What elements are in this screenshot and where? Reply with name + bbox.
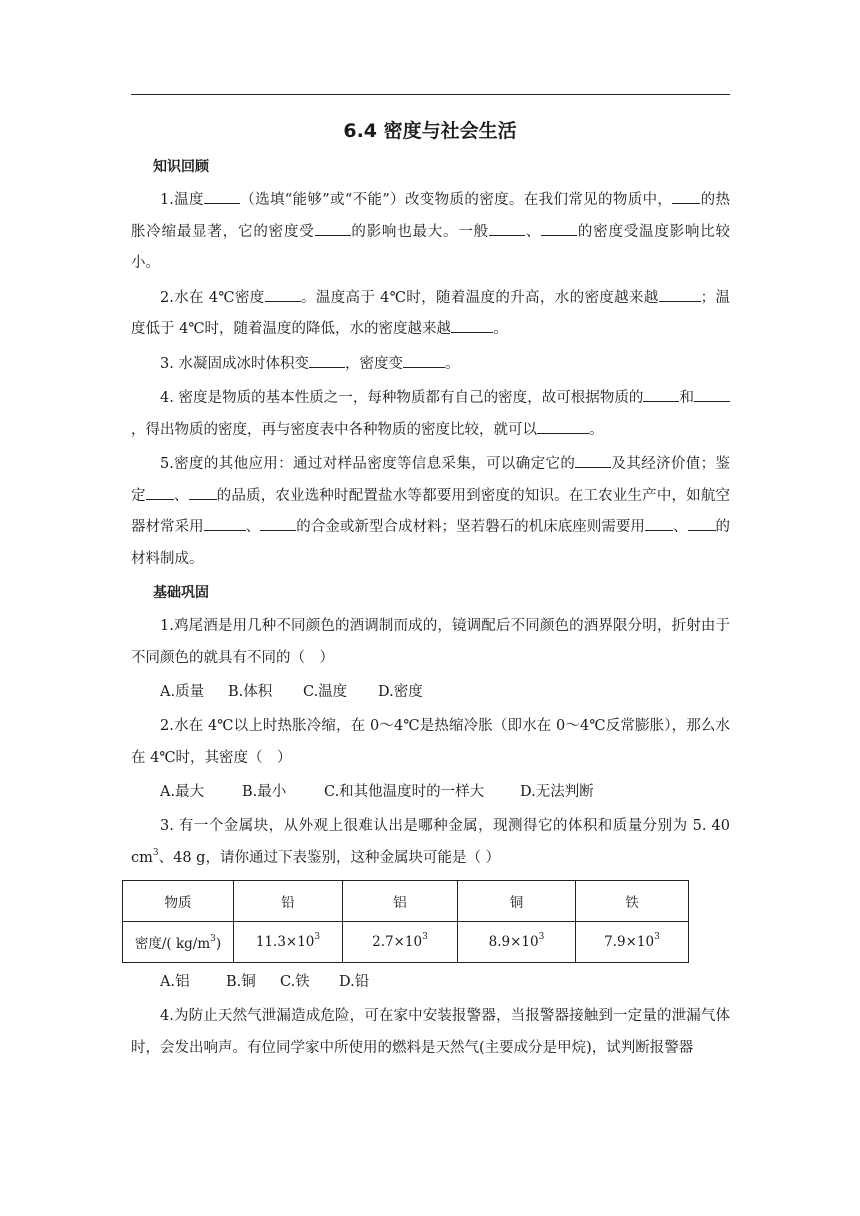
header-rule: [131, 94, 730, 95]
answer-blank[interactable]: [309, 355, 345, 368]
option-c[interactable]: C.温度: [303, 684, 348, 700]
answer-blank[interactable]: [645, 518, 673, 531]
table-row-label: 密度/( $kg/m^3$): [123, 922, 234, 963]
review-question-4: 4. 密度是物质的基本性质之一，每种物质都有自己的密度，故可根据物质的 和，得出物质的密度，再与密度表中各种物质的密度比较，就可以 。: [131, 383, 730, 446]
answer-blank[interactable]: [537, 421, 589, 434]
review-question-1: 1.温度 （选填“能够”或“不能”）改变物质的密度。在我们常见的物质中， 的热胀冷缩最显著，它的密度受 的影响也最大。一般 、 的密度受温度影响比较小。: [131, 192, 731, 271]
answer-blank[interactable]: [204, 518, 246, 531]
answer-blank[interactable]: [575, 455, 611, 468]
option-d[interactable]: D.密度: [378, 684, 423, 700]
basics-question-2: 2.水在 4℃以上时热胀冷缩，在 0～4℃是热缩冷胀（即水在 0～4℃反常膨胀），那么水在 4℃时，其密度（ ）: [131, 718, 730, 766]
answer-blank[interactable]: [643, 389, 679, 402]
answer-blank[interactable]: [260, 518, 296, 531]
basics-question-4: 4.为防止天然气泄漏造成危险，可在家中安装报警器，当报警器接触到一定量的泄漏气体时，会发出响声。有位同学家中所使用的燃料是天然气(主要成分是甲烷)，试判断报警器: [131, 1008, 730, 1056]
option-a[interactable]: A.最大: [160, 784, 205, 800]
answer-blank[interactable]: [146, 487, 174, 500]
option-c[interactable]: C.铁: [280, 974, 310, 990]
table-header-cell: 物质: [123, 881, 234, 922]
answer-blank[interactable]: [688, 518, 716, 531]
option-b[interactable]: B.最小: [242, 784, 287, 800]
table-header-cell: 铁: [576, 881, 689, 922]
answer-blank[interactable]: [659, 289, 701, 302]
review-question-3: 3. 水凝固成冰时体积变 ，密度变 。: [160, 355, 460, 372]
basics-question-1: 1.鸡尾酒是用几种不同颜色的酒调制而成的，镜调配后不同颜色的酒界限分明，折射由于不同颜色的就具有不同的（ ）: [131, 618, 730, 666]
answer-blank[interactable]: [672, 191, 700, 204]
answer-blank[interactable]: [265, 289, 301, 302]
basics-question-3-options: [131, 967, 730, 998]
answer-blank[interactable]: [451, 320, 493, 333]
table-header-row: [123, 881, 689, 922]
basics-question-2-options: [131, 777, 730, 808]
answer-blank[interactable]: [315, 223, 351, 236]
option-b[interactable]: B.体积: [228, 684, 273, 700]
table-cell: $8.9\times 10^3$: [458, 922, 576, 963]
review-question-2: 2.水在 4℃密度 。温度高于 4℃时，随着温度的升高，水的密度越来越 ；温度低于 4℃时，随着温度的降低，水的密度越来越 。: [131, 289, 731, 337]
option-a[interactable]: A.铝: [160, 974, 190, 990]
answer-blank[interactable]: [541, 223, 577, 236]
answer-blank[interactable]: [694, 389, 730, 402]
section-heading-review: 知识回顾: [153, 159, 209, 175]
table-row: [123, 922, 689, 963]
table-header-cell: 铝: [343, 881, 458, 922]
table-cell: $7.9\times 10^3$: [576, 922, 689, 963]
answer-blank[interactable]: [204, 191, 240, 204]
worksheet-body: [131, 150, 730, 1067]
answer-blank[interactable]: [189, 487, 217, 500]
answer-blank[interactable]: [489, 223, 525, 236]
table-header-cell: 铅: [234, 881, 343, 922]
option-b[interactable]: B.铜: [226, 974, 256, 990]
answer-blank[interactable]: [403, 355, 445, 368]
option-a[interactable]: A.质量: [160, 684, 205, 700]
basics-question-3: 3. 有一个金属块，从外观上很难认出是哪种金属，现测得它的体积和质量分别为 5. 40 $cm^3$、48 g，请你通过下表鉴别，这种金属块可能是（ ）: [131, 818, 730, 866]
table-cell: $2.7\times 10^3$: [343, 922, 458, 963]
density-table: [122, 880, 689, 963]
basics-question-1-options: [131, 677, 730, 708]
section-heading-basics: 基础巩固: [153, 585, 209, 601]
page-title: 6.4 密度与社会生活: [343, 120, 517, 142]
option-d[interactable]: D.铅: [339, 974, 370, 990]
option-c[interactable]: C.和其他温度时的一样大: [324, 784, 485, 800]
table-header-cell: 铜: [458, 881, 576, 922]
review-question-5: 5.密度的其他应用：通过对样品密度等信息采集，可以确定它的 及其经济价值；鉴定 、 的品质，农业选种时配置盐水等都要用到密度的知识。在工农业生产中，如航空器材常采用 、 的合金或新型合成材料；坚若磐石的机床底座则需要用 、 的材料制成。: [131, 456, 731, 567]
option-d[interactable]: D.无法判断: [520, 784, 594, 800]
table-cell: $11.3\times 10^3$: [234, 922, 343, 963]
